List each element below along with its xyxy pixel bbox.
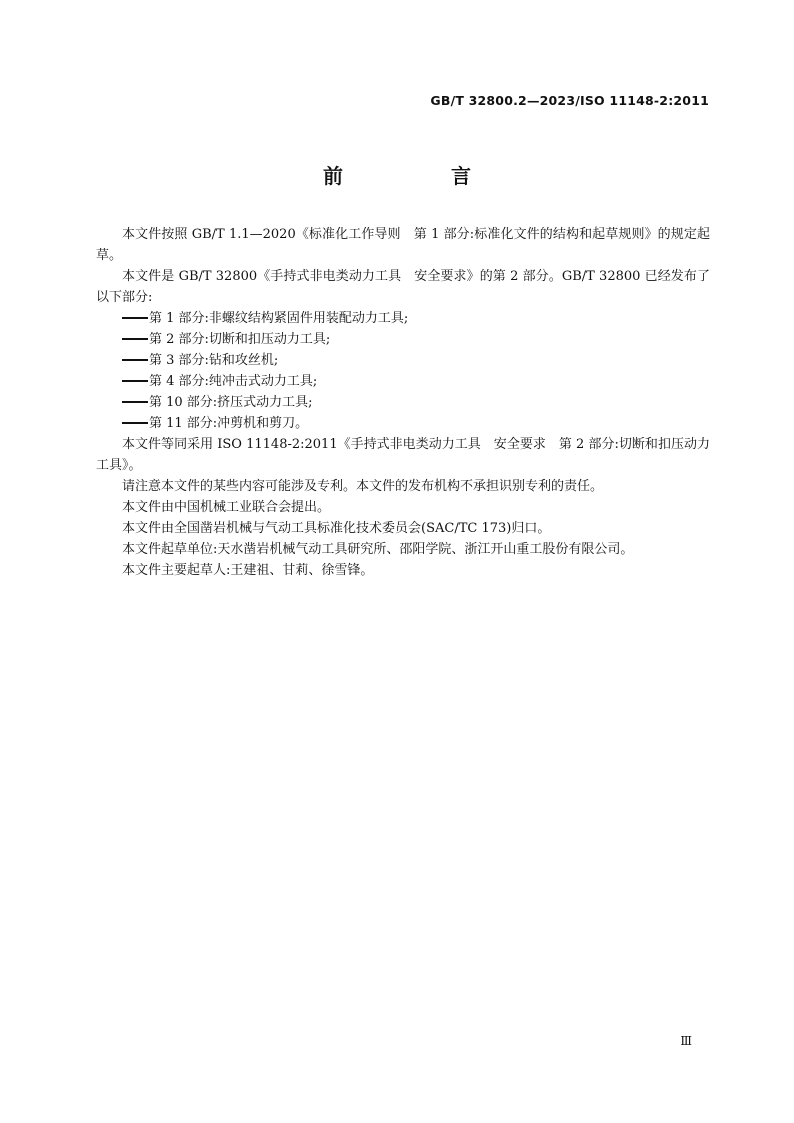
- dash-mark: [122, 380, 148, 382]
- paragraph-drafting-units: 本文件起草单位:天水凿岩机械气动工具研究所、邵阳学院、浙江开山重工股份有限公司。: [122, 542, 634, 557]
- list-item: 第 11 部分:冲剪机和剪刀。: [96, 413, 710, 434]
- foreword-body: [96, 224, 710, 581]
- dash-mark: [122, 422, 148, 424]
- page-number: Ⅲ: [680, 1034, 692, 1048]
- paragraph-committee: 本文件由全国凿岩机械与气动工具标准化技术委员会(SAC/TC 173)归口。: [122, 521, 551, 536]
- paragraph-iso-adoption: 本文件等同采用 ISO 11148-2:2011《手持式非电类动力工具 安全要求 第 2 部分:切断和扣压动力工具》。: [96, 437, 710, 473]
- paragraph-proposer: 本文件由中国机械工业联合会提出。: [122, 500, 331, 515]
- list-item: 第 10 部分:挤压式动力工具;: [96, 392, 710, 413]
- dash-mark: [122, 401, 148, 403]
- paragraph-drafting-rules: 本文件按照 GB/T 1.1—2020《标准化工作导则 第 1 部分:标准化文件的结构和起草规则》的规定起草。: [96, 227, 710, 263]
- list-item: 第 1 部分:非螺纹结构紧固件用装配动力工具;: [96, 308, 710, 329]
- parts-list: [96, 308, 710, 434]
- paragraph-patent-notice: 请注意本文件的某些内容可能涉及专利。本文件的发布机构不承担识别专利的责任。: [122, 479, 604, 494]
- paragraph-drafters: 本文件主要起草人:王建祖、甘莉、徐雪锋。: [122, 563, 374, 578]
- dash-mark: [122, 359, 148, 361]
- dash-mark: [122, 317, 148, 319]
- list-item: 第 3 部分:钻和攻丝机;: [96, 350, 710, 371]
- list-item: 第 2 部分:切断和扣压动力工具;: [96, 329, 710, 350]
- list-item: 第 4 部分:纯冲击式动力工具;: [96, 371, 710, 392]
- dash-mark: [122, 338, 148, 340]
- paragraph-series-parts: 本文件是 GB/T 32800《手持式非电类动力工具 安全要求》的第 2 部分。GB/T 32800 已经发布了以下部分:: [96, 269, 710, 305]
- page-title: 前 言: [323, 164, 515, 188]
- standard-code: GB/T 32800.2—2023/ISO 11148-2:2011: [430, 93, 709, 108]
